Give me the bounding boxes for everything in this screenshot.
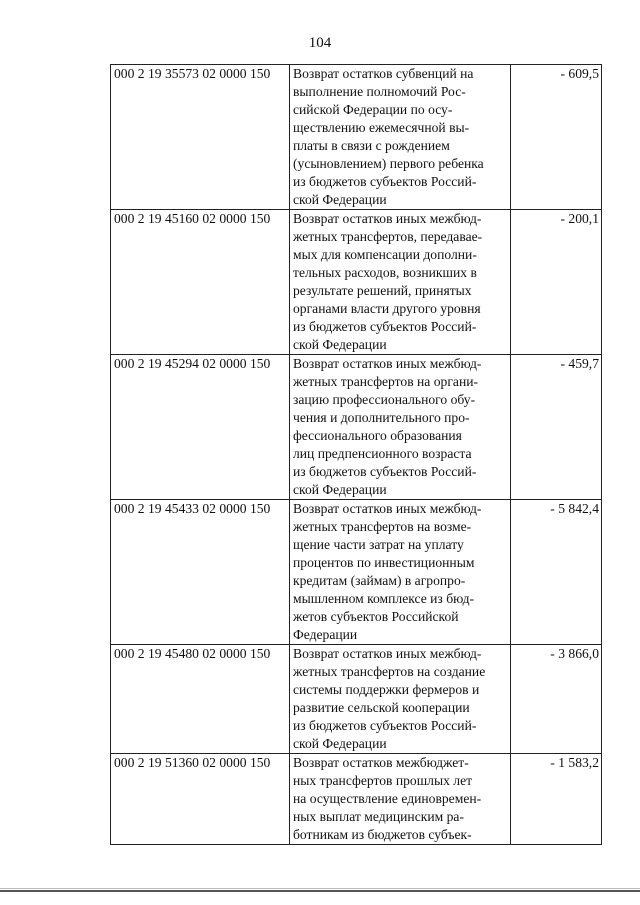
budget-code-cell: 000 2 19 35573 02 0000 150 bbox=[111, 65, 290, 210]
description-line: жетных трансфертов на органи- bbox=[293, 374, 479, 389]
description-line: из бюджетов субъектов Россий- bbox=[293, 174, 477, 189]
table-row bbox=[111, 500, 602, 645]
description-line: ской Федерации bbox=[293, 482, 387, 497]
description-line: органами власти другого уровня bbox=[293, 301, 481, 316]
description-line: фессионального образования bbox=[293, 428, 462, 443]
description-line: ской Федерации bbox=[293, 192, 387, 207]
amount-cell: - 5 842,4 bbox=[511, 500, 602, 645]
scan-edge-line bbox=[0, 888, 640, 889]
description-line: системы поддержки фермеров и bbox=[293, 682, 480, 697]
table-row bbox=[111, 65, 602, 210]
budget-code-cell: 000 2 19 45160 02 0000 150 bbox=[111, 210, 290, 355]
description-line: мых для компенсации дополни- bbox=[293, 247, 477, 262]
description-line: Возврат остатков иных межбюд- bbox=[293, 211, 482, 226]
description-line: щение части затрат на уплату bbox=[293, 537, 464, 552]
budget-code-cell: 000 2 19 45294 02 0000 150 bbox=[111, 355, 290, 500]
description-cell bbox=[290, 65, 511, 210]
table-row bbox=[111, 754, 602, 845]
description-line: сийской Федерации по осу- bbox=[293, 102, 453, 117]
budget-table bbox=[110, 64, 602, 845]
budget-code-cell: 000 2 19 45480 02 0000 150 bbox=[111, 645, 290, 754]
budget-code-cell: 000 2 19 45433 02 0000 150 bbox=[111, 500, 290, 645]
description-line: на осуществление единовремен- bbox=[293, 791, 482, 806]
description-line: зацию профессионального обу- bbox=[293, 392, 476, 407]
description-line: кредитам (займам) в агропро- bbox=[293, 573, 466, 588]
page-number: 104 bbox=[308, 35, 332, 51]
description-cell bbox=[290, 754, 511, 845]
description-line: из бюджетов субъектов Россий- bbox=[293, 319, 477, 334]
amount-cell: - 200,1 bbox=[511, 210, 602, 355]
description-line: ботникам из бюджетов субъек- bbox=[293, 827, 472, 842]
description-line: жетных трансфертов на создание bbox=[293, 664, 486, 679]
description-line: процентов по инвестиционным bbox=[293, 555, 475, 570]
description-line: Возврат остатков иных межбюд- bbox=[293, 501, 482, 516]
description-line: жетных трансфертов на возме- bbox=[293, 519, 472, 534]
description-line: ных трансфертов прошлых лет bbox=[293, 773, 473, 788]
description-line: жетных трансфертов, передавае- bbox=[293, 229, 483, 244]
description-line: ской Федерации bbox=[293, 736, 387, 751]
description-line: результате решений, принятых bbox=[293, 283, 472, 298]
description-line: из бюджетов субъектов Россий- bbox=[293, 718, 477, 733]
description-line: ской Федерации bbox=[293, 337, 387, 352]
budget-table-body bbox=[111, 65, 602, 845]
amount-cell: - 3 866,0 bbox=[511, 645, 602, 754]
description-line: выполнение полномочий Рос- bbox=[293, 84, 466, 99]
description-cell bbox=[290, 355, 511, 500]
description-line: Возврат остатков иных межбюд- bbox=[293, 356, 482, 371]
description-line: Возврат остатков межбюджет- bbox=[293, 755, 469, 770]
description-cell bbox=[290, 210, 511, 355]
description-cell bbox=[290, 500, 511, 645]
description-line: мышленном комплексе из бюд- bbox=[293, 591, 475, 606]
table-row bbox=[111, 645, 602, 754]
description-line: из бюджетов субъектов Россий- bbox=[293, 464, 477, 479]
scan-edge-shadow bbox=[0, 890, 640, 892]
description-line: жетов субъектов Российской bbox=[293, 609, 459, 624]
description-line: Возврат остатков субвенций на bbox=[293, 66, 474, 81]
description-line: (усыновлением) первого ребенка bbox=[293, 156, 484, 171]
description-line: ных выплат медицинским ра- bbox=[293, 809, 464, 824]
description-line: развитие сельской кооперации bbox=[293, 700, 470, 715]
table-row bbox=[111, 355, 602, 500]
budget-code-cell: 000 2 19 51360 02 0000 150 bbox=[111, 754, 290, 845]
table-row bbox=[111, 210, 602, 355]
description-cell bbox=[290, 645, 511, 754]
description-line: чения и дополнительного про- bbox=[293, 410, 470, 425]
description-line: ществлению ежемесячной вы- bbox=[293, 120, 470, 135]
description-line: платы в связи с рождением bbox=[293, 138, 450, 153]
amount-cell: - 1 583,2 bbox=[511, 754, 602, 845]
description-line: Федерации bbox=[293, 627, 358, 642]
description-line: тельных расходов, возникших в bbox=[293, 265, 477, 280]
description-line: Возврат остатков иных межбюд- bbox=[293, 646, 482, 661]
amount-cell: - 609,5 bbox=[511, 65, 602, 210]
description-line: лиц предпенсионного возраста bbox=[293, 446, 472, 461]
amount-cell: - 459,7 bbox=[511, 355, 602, 500]
